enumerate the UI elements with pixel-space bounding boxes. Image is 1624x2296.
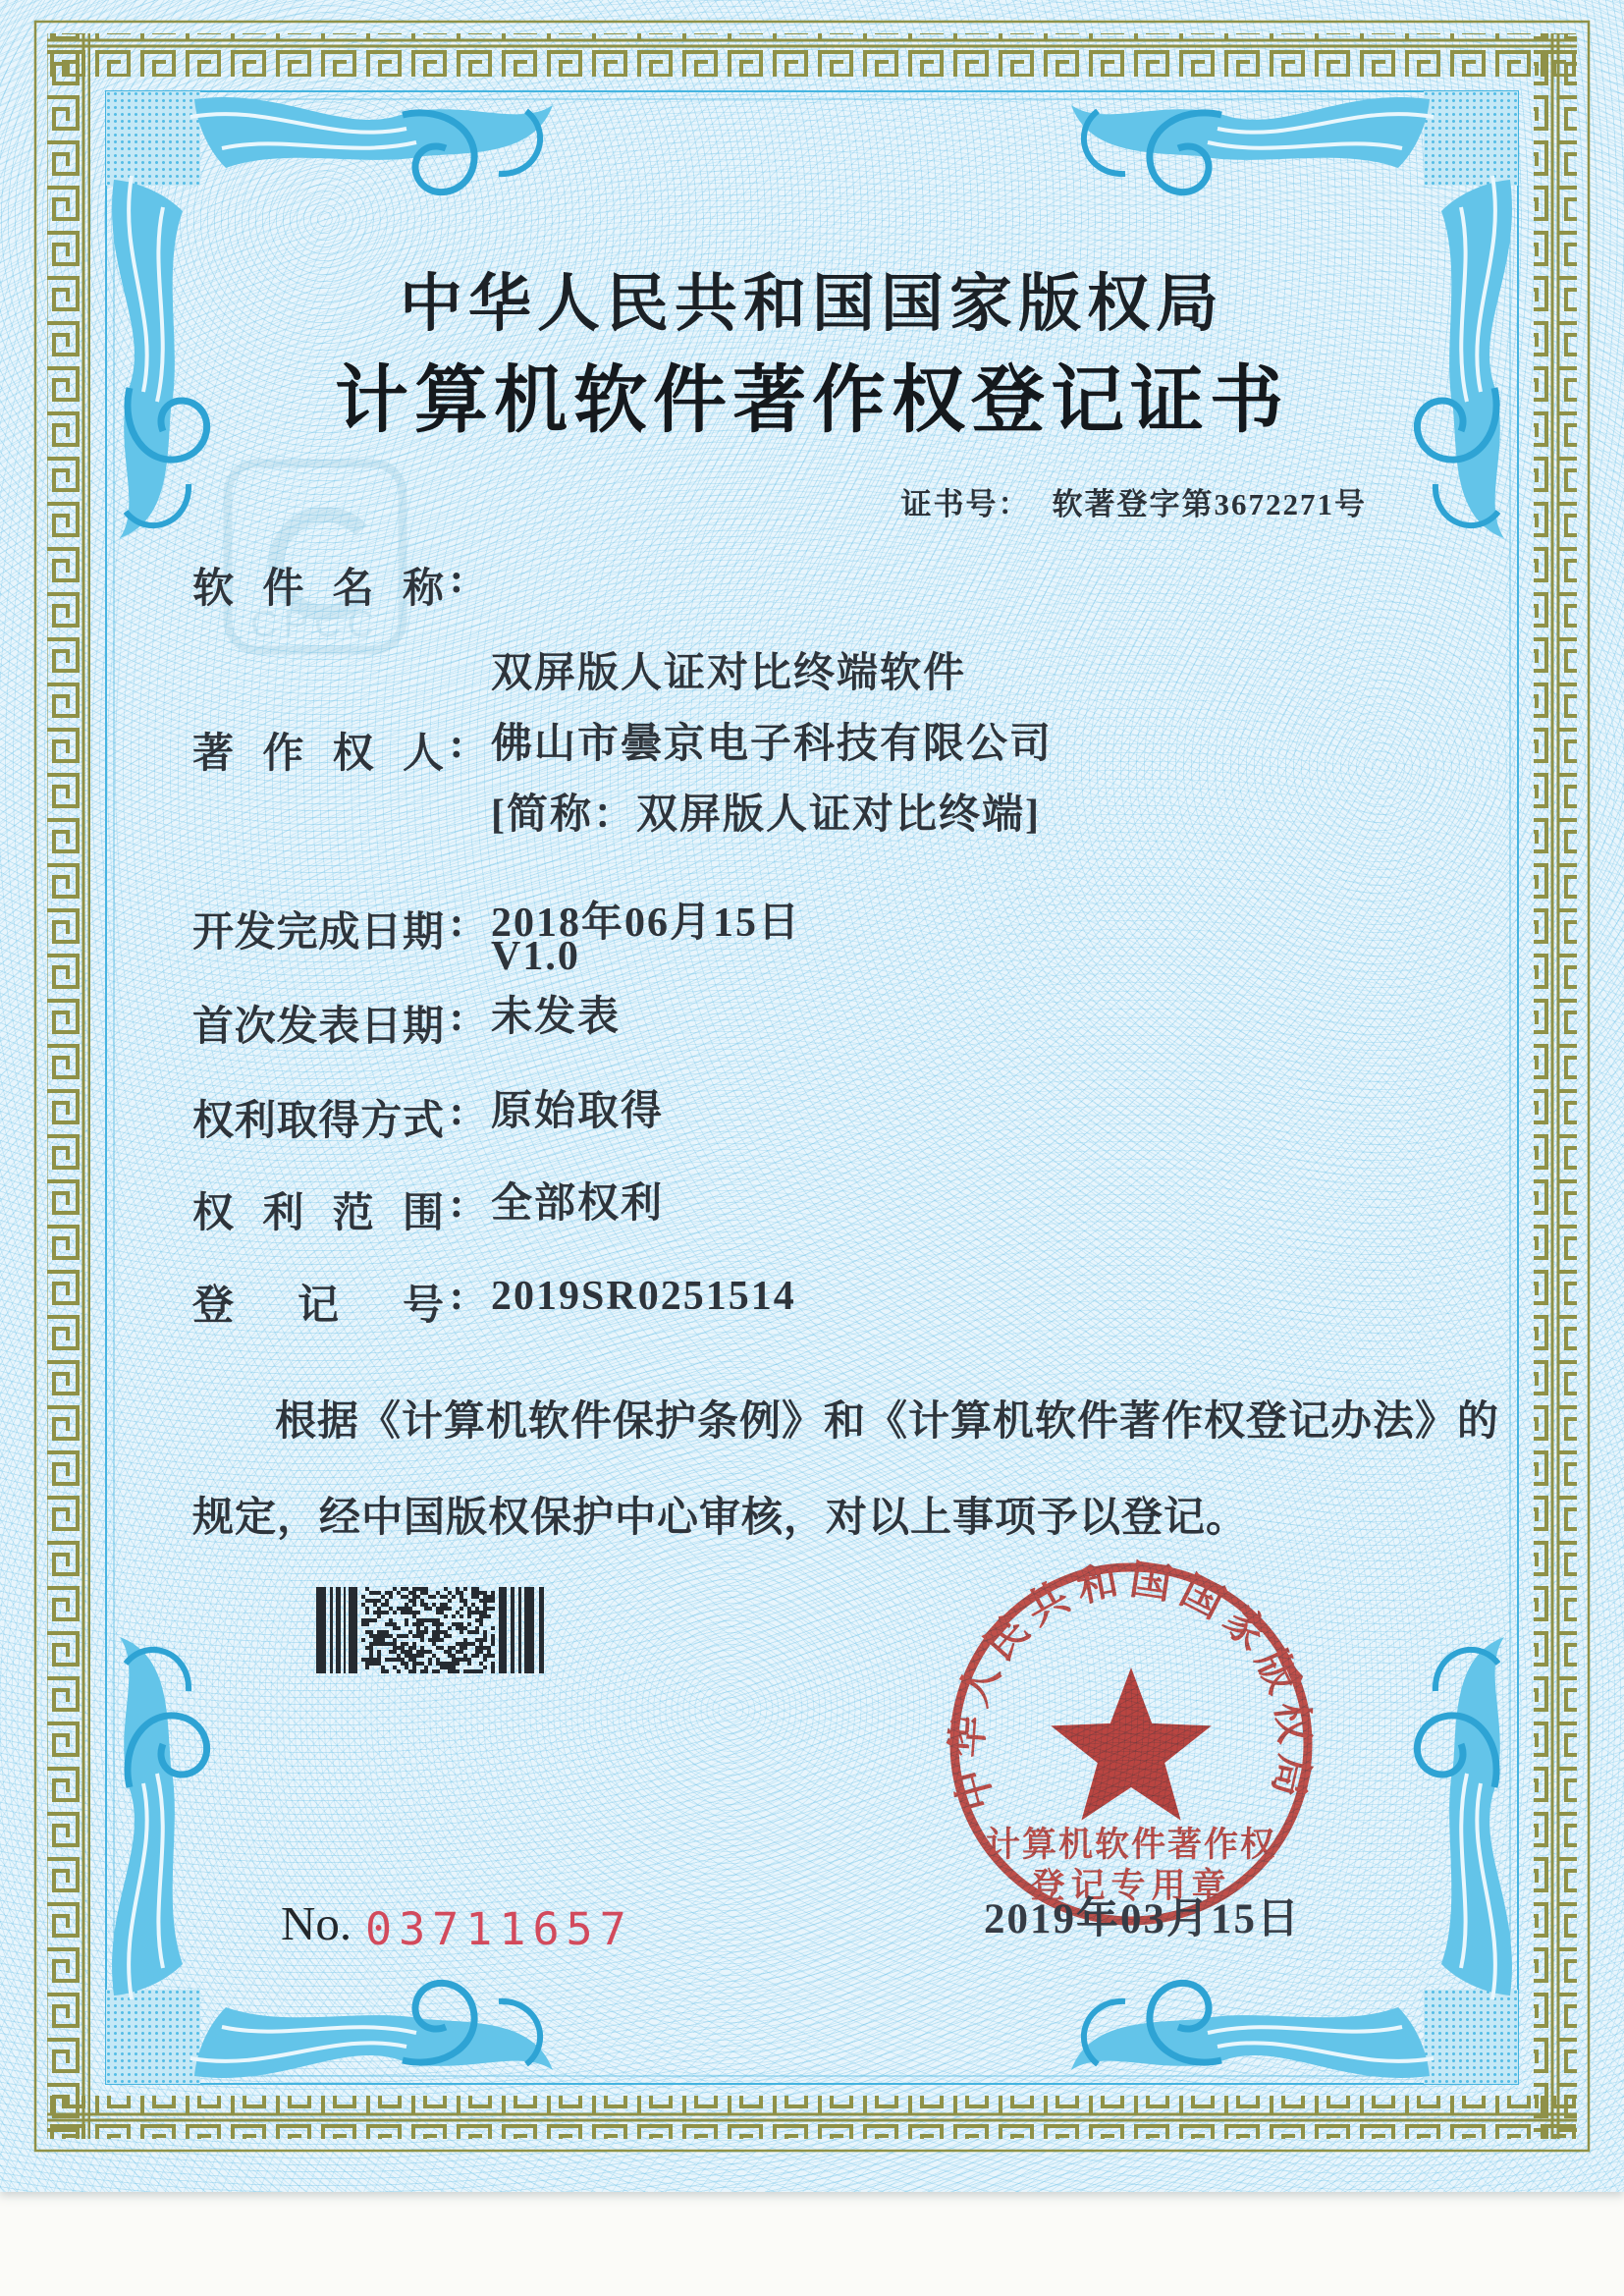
serial-number: 03711657 xyxy=(365,1903,633,1955)
field-label-acquisition: 权利取得方式 xyxy=(192,1099,444,1144)
official-seal xyxy=(935,1550,1327,1942)
field-label-rights-scope: 权利范围 xyxy=(192,1191,444,1236)
field-colon: : xyxy=(450,557,463,602)
field-label-software-name: 软件名称 xyxy=(192,567,444,612)
barcode xyxy=(316,1587,544,1673)
field-colon: : xyxy=(450,901,463,946)
software-version: V1.0 xyxy=(491,934,580,979)
field-value-copyright-owner: 佛山市曇京电子科技有限公司 xyxy=(491,722,1054,767)
cpcc-watermark-text: CPCC xyxy=(250,604,380,645)
seal-title-line2: 登记专用章 xyxy=(1030,1867,1232,1905)
statement-line-1: 根据《计算机软件保护条例》和《计算机软件著作权登记办法》的 xyxy=(275,1399,1500,1445)
seal-ring-text: 中华人民共和国国家版权局 xyxy=(945,1558,1318,1816)
greek-key-border-top xyxy=(47,33,1577,77)
field-value-registration-no: 2019SR0251514 xyxy=(491,1274,796,1319)
field-colon: : xyxy=(450,995,463,1040)
corner-flourish-bottom-left xyxy=(106,1637,553,2084)
field-value-rights-scope: 全部权利 xyxy=(491,1181,665,1227)
certificate-title: 计算机软件著作权登记证书 xyxy=(334,360,1289,442)
cert-number-value: 软著登字第3672271号 xyxy=(1052,487,1367,521)
field-value-publish-date: 未发表 xyxy=(491,995,622,1040)
cert-number-label: 证书号： xyxy=(900,487,1031,521)
seal-star xyxy=(1051,1667,1212,1821)
software-name-line1: 双屏版人证对比终端软件 xyxy=(491,651,967,696)
field-value-acquisition: 原始取得 xyxy=(491,1089,665,1134)
field-colon: : xyxy=(450,1181,463,1227)
seal-title-line1: 计算机软件著作权 xyxy=(985,1826,1277,1864)
field-label-registration-no: 登记号 xyxy=(192,1284,444,1329)
field-colon: : xyxy=(450,722,463,767)
statement-line-2: 规定，经中国版权保护中心审核，对以上事项予以登记。 xyxy=(192,1496,1249,1541)
field-colon: : xyxy=(450,1089,463,1134)
serial-prefix: No. xyxy=(281,1896,352,1950)
seal-date: 2019年03月15日 xyxy=(984,1896,1301,1942)
software-short-name: [简称：双屏版人证对比终端] xyxy=(491,793,1041,838)
field-value-dev-date: 2018年06月15日 xyxy=(491,901,802,946)
cert-number-line xyxy=(901,479,1368,523)
authority-title: 中华人民共和国国家版权局 xyxy=(400,269,1224,339)
field-label-copyright-owner: 著作权人 xyxy=(192,732,444,777)
field-colon: : xyxy=(450,1274,463,1319)
field-label-publish-date: 首次发表日期 xyxy=(192,1005,444,1050)
field-label-dev-date: 开发完成日期 xyxy=(192,910,444,956)
greek-key-border-bottom xyxy=(47,2096,1577,2139)
